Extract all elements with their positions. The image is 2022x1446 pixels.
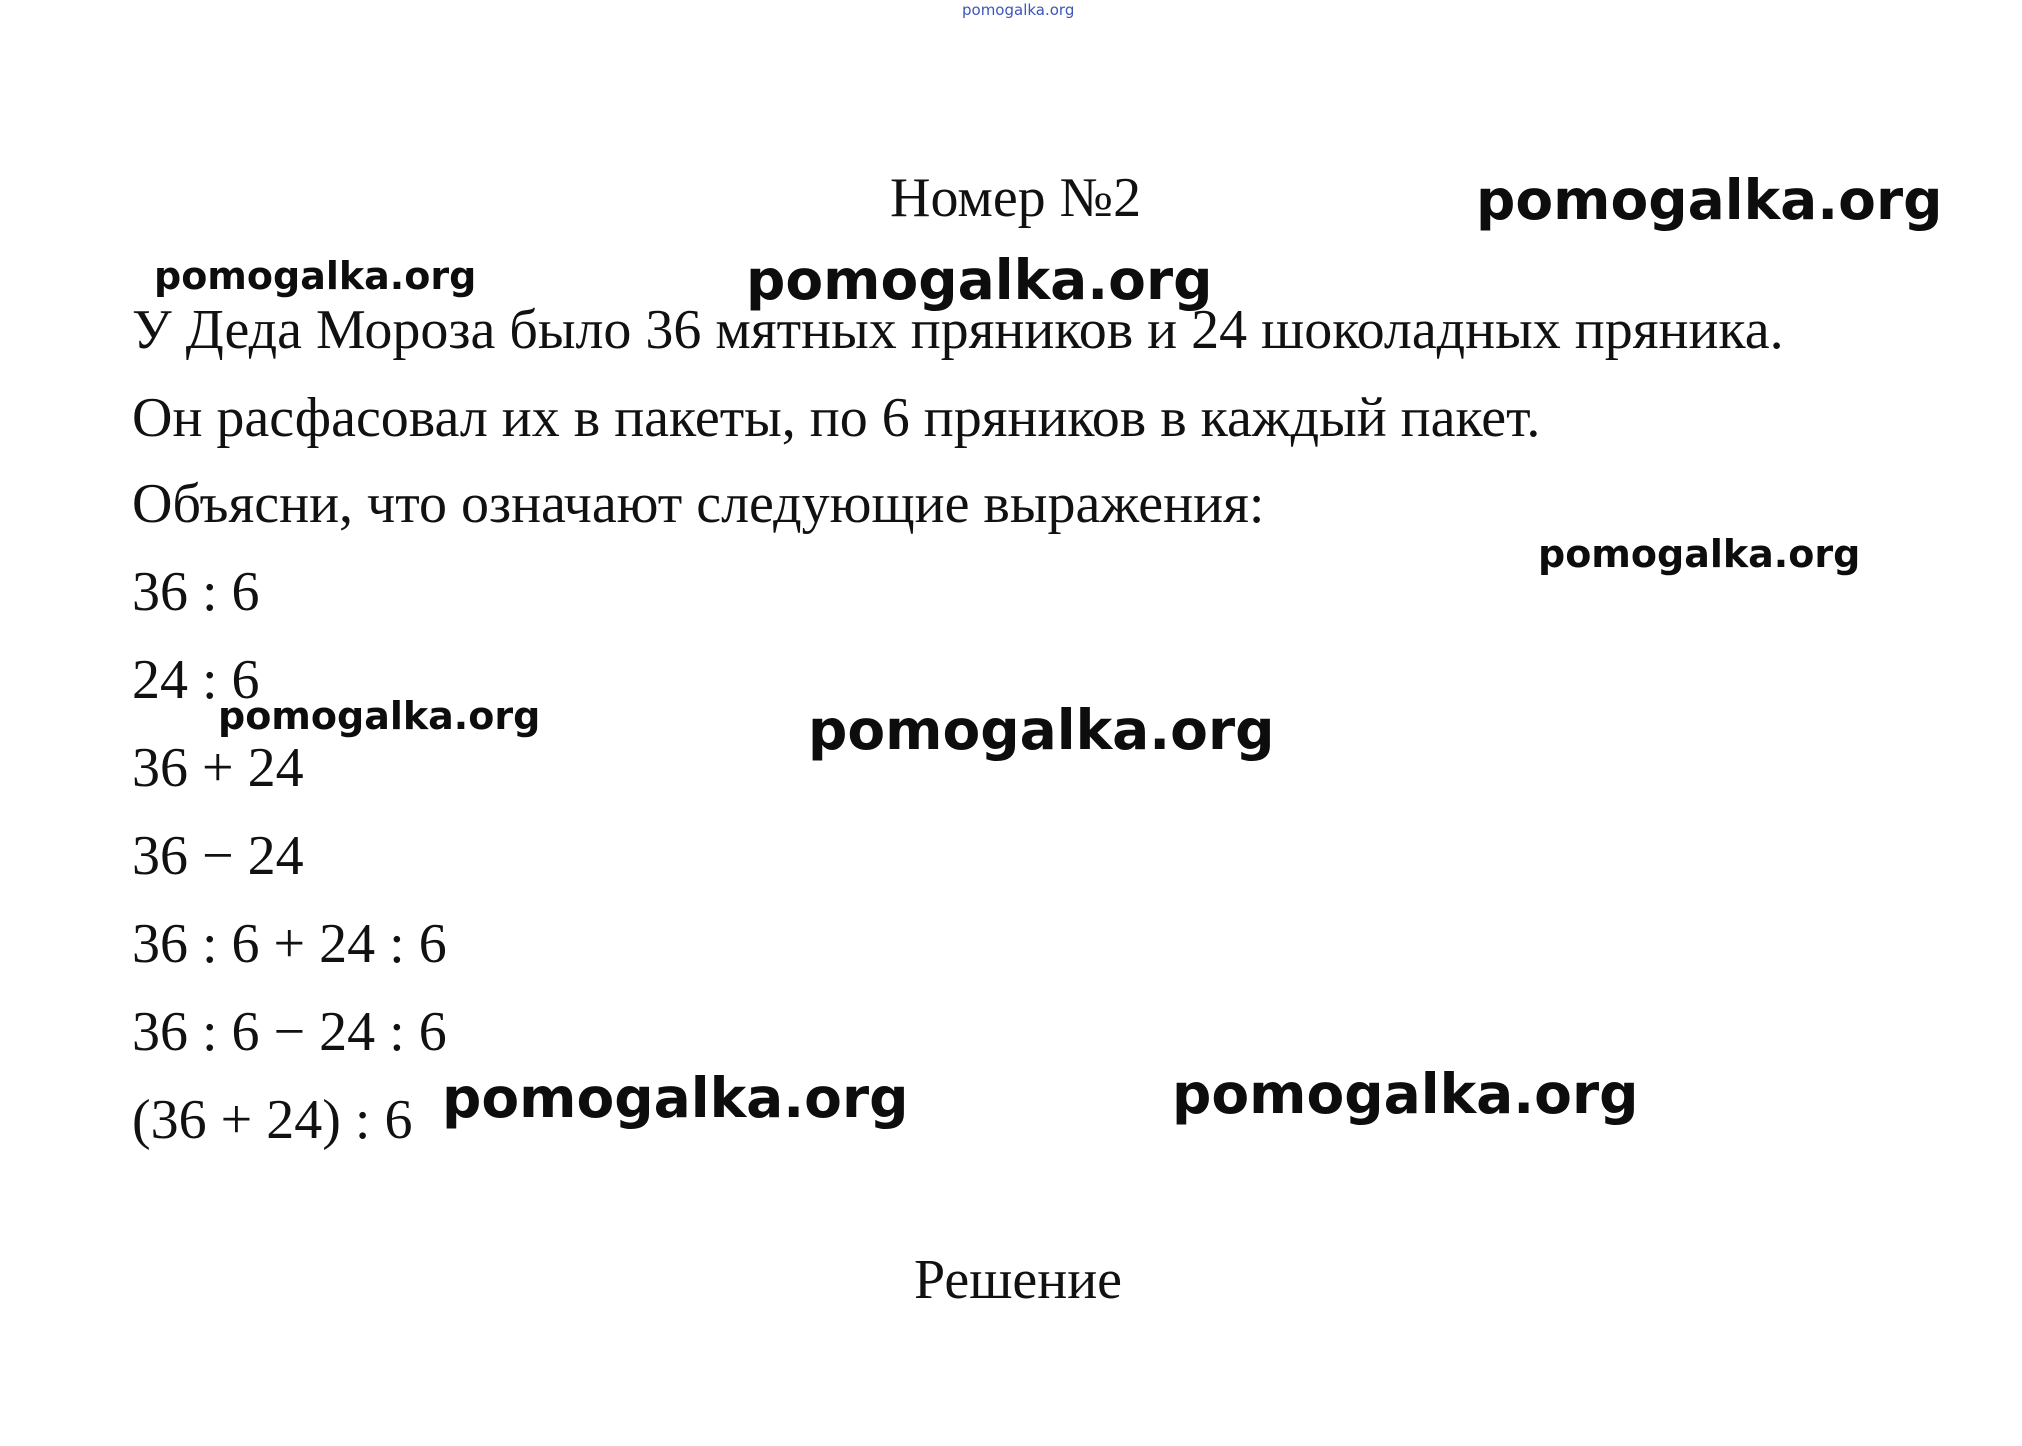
problem-line-3: Объясни, что означают следующие выражения:	[132, 473, 1265, 535]
watermark: pomogalka.org	[746, 248, 1213, 312]
problem-line-1: У Деда Мороза было 36 мятных пряников и 24 шоколадных пряника.	[132, 299, 1784, 361]
watermark: pomogalka.org	[808, 698, 1275, 762]
expression-4: 36 − 24	[132, 825, 304, 887]
watermark: pomogalka.org	[1172, 1062, 1639, 1126]
expression-7: (36 + 24) : 6	[132, 1089, 413, 1151]
problem-line-2: Он расфасовал их в пакеты, по 6 пряников в каждый пакет.	[132, 387, 1541, 449]
expression-5: 36 : 6 + 24 : 6	[132, 913, 447, 975]
expression-2: 24 : 6	[132, 649, 260, 711]
watermark: pomogalka.org	[442, 1066, 909, 1130]
watermark: pomogalka.org	[154, 254, 477, 298]
expression-3: 36 + 24	[132, 737, 304, 799]
solution-heading: Решение	[914, 1249, 1123, 1311]
expression-6: 36 : 6 − 24 : 6	[132, 1001, 447, 1063]
expression-1: 36 : 6	[132, 561, 260, 623]
site-link[interactable]: pomogalka.org	[962, 1, 1075, 19]
watermark: pomogalka.org	[1476, 168, 1943, 232]
watermark: pomogalka.org	[218, 694, 541, 738]
page-title: Номер №2	[890, 167, 1142, 229]
watermark: pomogalka.org	[1538, 532, 1861, 576]
